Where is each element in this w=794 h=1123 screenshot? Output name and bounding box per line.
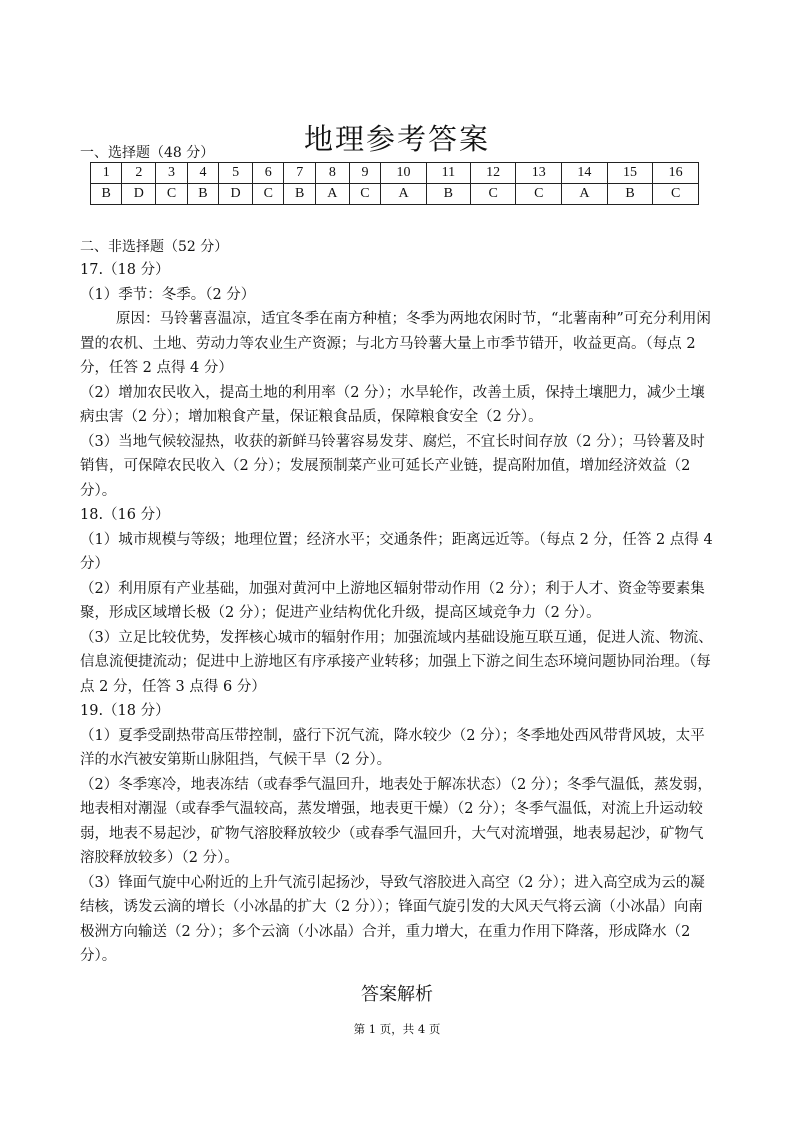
q19-part2: （2）冬季寒冷，地表冻结（或春季气温回升，地表处于解冻状态）（2 分）；冬季气温低，蒸发弱，地表相对潮湿（或春季气温较高，蒸发增强，地表更干燥）（2 分）；冬季气温低，对流上升运动较弱，地表不易起沙，矿物气溶胶释放较少（或春季气温回升，大气对流增强，地表易起沙，矿物气溶胶释放较多）（2 分）。 [80, 776, 713, 866]
page-title: 地理参考答案 [303, 122, 490, 157]
q17-part2: （2）增加农民收入，提高土地的利用率（2 分）；水旱轮作，改善土质，保持土壤肥力，减少土壤病虫害（2 分）；增加粮食产量，保证粮食品质，保障粮食安全（2 分）。 [80, 384, 705, 425]
answer-choice: B [607, 184, 653, 205]
question-number: 3 [156, 163, 187, 184]
answer-choice: A [315, 184, 349, 205]
q18-part3: （3）立足比较优势，发挥核心城市的辐射作用；加强流域内基础设施互联互通，促进人流、物流、信息流便捷流动；促进中上游地区有序承接产业转移；加强上下游之间生态环境问题协同治理。（每点 2 分，任答 3 点得 6 分） [80, 629, 713, 695]
answer-table [90, 162, 699, 205]
q17-heading: 17.（18 分） [80, 262, 170, 278]
answer-choice: B [187, 184, 218, 205]
q17-reason: 原因：马铃薯喜温凉，适宜冬季在南方种植；冬季为两地农闲时节，“北薯南种”可充分利用闲置的农机、土地、劳动力等农业生产资源；与北方马铃薯大量上市季节错开，收益更高。（每点 2 分，任答 2 点得 4 分） [80, 311, 711, 376]
answer-table-choice-row [91, 184, 699, 205]
question-number: 16 [653, 163, 699, 184]
question-number: 5 [219, 163, 253, 184]
section1-heading: 一、选择题（48 分） [80, 145, 215, 161]
q17-part1: （1）季节：冬季。（2 分） [80, 286, 256, 303]
answer-choice: D [219, 184, 253, 205]
question-number: 11 [426, 163, 470, 184]
question-number: 14 [562, 163, 608, 184]
question-number: 4 [187, 163, 218, 184]
question-number: 13 [516, 163, 562, 184]
answer-choice: D [122, 184, 156, 205]
answer-choice: C [653, 184, 699, 205]
section2-heading: 二、非选择题（52 分） [80, 239, 229, 255]
question-number: 15 [607, 163, 653, 184]
question-number: 2 [122, 163, 156, 184]
question-number: 6 [253, 163, 284, 184]
answers-body [80, 258, 716, 969]
q18-part2: （2）利用原有产业基础，加强对黄河中上游地区辐射带动作用（2 分）；利于人才、资金等要素集聚，形成区域增长极（2 分）；促进产业结构优化升级，提高区域竞争力（2 分）。 [80, 580, 705, 621]
answer-choice: C [253, 184, 284, 205]
q19-part3: （3）锋面气旋中心附近的上升气流引起扬沙，导致气溶胶进入高空（2 分）；进入高空成为云的凝结核，诱发云滴的增长（小冰晶的扩大（2 分））；锋面气旋引发的大风天气将云滴（小冰晶）向南极洲方向输送（2 分）；多个云滴（小冰晶）合并，重力增大，在重力作用下降落，形成降水（2 分）。 [80, 874, 705, 964]
q17-part3: （3）当地气候较湿热，收获的新鲜马铃薯容易发芽、腐烂，不宜长时间存放（2 分）；马铃薯及时销售，可保障农民收入（2 分）；发展预制菜产业可延长产业链，提高附加值，增加经济效益（2 分）。 [80, 433, 705, 499]
question-number: 8 [315, 163, 349, 184]
page-footer: 第 1 页，共 4 页 [353, 1022, 441, 1036]
answer-choice: B [91, 184, 122, 205]
question-number: 12 [470, 163, 516, 184]
q18-heading: 18.（16 分） [80, 507, 170, 523]
answer-choice: C [349, 184, 380, 205]
answer-choice: B [284, 184, 315, 205]
q19-part1: （1）夏季受副热带高压带控制，盛行下沉气流，降水较少（2 分）；冬季地处西风带背风坡，太平洋的水汽被安第斯山脉阻挡，气候干旱（2 分）。 [80, 727, 705, 768]
analysis-title: 答案解析 [361, 984, 433, 1005]
q19-heading: 19.（18 分） [80, 703, 170, 719]
question-number: 1 [91, 163, 122, 184]
answer-choice: A [381, 184, 427, 205]
answer-choice: C [470, 184, 516, 205]
answer-choice: B [426, 184, 470, 205]
answer-choice: C [156, 184, 187, 205]
question-number: 10 [381, 163, 427, 184]
answer-choice: C [516, 184, 562, 205]
answer-table-number-row [91, 163, 699, 184]
question-number: 7 [284, 163, 315, 184]
q18-part1: （1）城市规模与等级；地理位置；经济水平；交通条件；距离远近等。（每点 2 分，任答 2 点得 4 分） [80, 531, 713, 572]
question-number: 9 [349, 163, 380, 184]
answer-choice: A [562, 184, 608, 205]
